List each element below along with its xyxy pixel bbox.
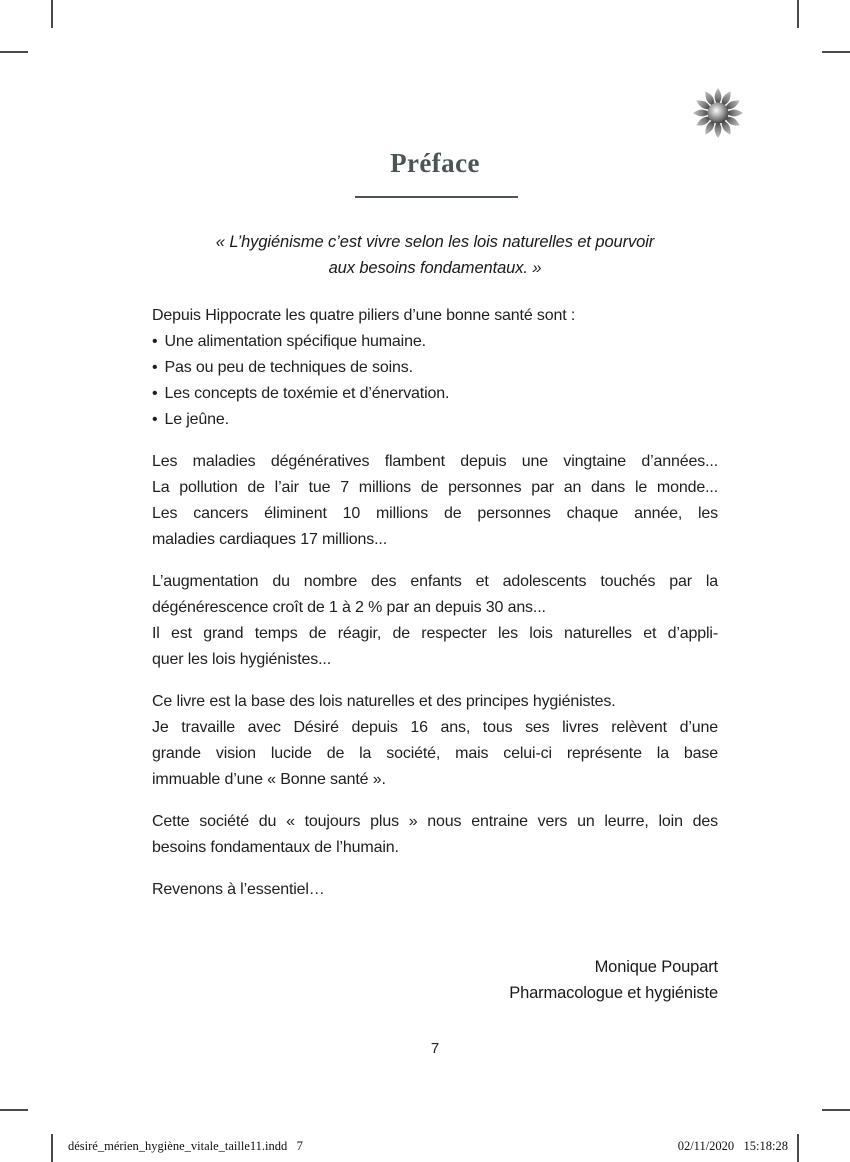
- list-item: [152, 329, 718, 355]
- crop-mark-top-left-horizontal: [0, 51, 28, 53]
- body-line: Je travaille avec Désiré depuis 16 ans, tous ses livres relèvent d’une: [152, 719, 718, 736]
- paragraph-pillars: [152, 303, 718, 433]
- page-number: 7: [430, 1040, 440, 1057]
- bullet-icon: •: [152, 385, 158, 402]
- list-item: [152, 407, 718, 433]
- title-underline: [355, 196, 518, 198]
- list-item: [152, 355, 718, 381]
- crop-mark-top-right-horizontal: [822, 51, 850, 53]
- epigraph-quote: [152, 229, 718, 281]
- body-line: L’augmentation du nombre des enfants et adolescents touchés par la: [152, 573, 718, 590]
- body-line: La pollution de l’air tue 7 millions de personnes par an dans le monde...: [152, 479, 718, 496]
- list-item-text: Le jeûne.: [164, 411, 229, 428]
- body-line: Cette société du « toujours plus » nous entraine vers un leurre, loin des: [152, 813, 718, 830]
- slug-timestamp: 02/11/2020 15:18:28: [677, 1139, 788, 1153]
- paragraph-book: [152, 689, 718, 793]
- list-item-text: Une alimentation spécifique humaine.: [164, 333, 426, 350]
- body-line: maladies cardiaques 17 millions...: [152, 531, 388, 548]
- bullet-icon: •: [152, 411, 158, 428]
- list-item-text: Les concepts de toxémie et d’énervation.: [164, 385, 450, 402]
- bullet-icon: •: [152, 359, 158, 376]
- flower-icon: [691, 86, 745, 140]
- crop-mark-bottom-left-horizontal: [0, 1109, 28, 1111]
- body-text: [152, 303, 718, 919]
- body-line: immuable d’une « Bonne santé ».: [152, 771, 386, 788]
- print-slug: [68, 1139, 788, 1154]
- body-line: Les maladies dégénératives flambent depuis une vingtaine d’années...: [152, 453, 718, 470]
- paragraph-diseases: [152, 449, 718, 553]
- body-line: Il est grand temps de réagir, de respecter les lois naturelles et d’appli-: [152, 625, 718, 642]
- signature-name: Monique Poupart: [594, 958, 718, 976]
- body-line: Ce livre est la base des lois naturelles et des principes hygiénistes.: [152, 693, 616, 710]
- crop-mark-top-left-vertical: [51, 0, 53, 28]
- page-title: Préface: [390, 148, 480, 178]
- signature-role: Pharmacologue et hygiéniste: [509, 984, 718, 1002]
- list-item: [152, 381, 718, 407]
- crop-mark-bottom-right-vertical: [797, 1134, 799, 1162]
- epigraph-line: aux besoins fondamentaux. »: [328, 259, 542, 277]
- slug-filename: désiré_mérien_hygiène_vitale_taille11.indd 7: [68, 1139, 303, 1153]
- paragraph-closing: [152, 877, 718, 903]
- crop-mark-bottom-right-horizontal: [822, 1109, 850, 1111]
- body-line: Les cancers éliminent 10 millions de personnes chaque année, les: [152, 505, 718, 522]
- paragraph-society: [152, 809, 718, 861]
- epigraph-line: « L’hygiénisme c’est vivre selon les lois naturelles et pourvoir: [215, 233, 655, 251]
- body-line: Revenons à l’essentiel…: [152, 881, 325, 898]
- intro-line: Depuis Hippocrate les quatre piliers d’une bonne santé sont :: [152, 307, 576, 324]
- bullet-icon: •: [152, 333, 158, 350]
- list-item-text: Pas ou peu de techniques de soins.: [164, 359, 413, 376]
- body-line: grande vision lucide de la société, mais celui-ci représente la base: [152, 745, 718, 762]
- body-line: besoins fondamentaux de l’humain.: [152, 839, 399, 856]
- body-line: dégénérescence croît de 1 à 2 % par an depuis 30 ans...: [152, 599, 546, 616]
- crop-mark-bottom-left-vertical: [51, 1134, 53, 1162]
- body-line: quer les lois hygiénistes...: [152, 651, 332, 668]
- signature-block: [152, 954, 718, 1006]
- paragraph-degenerescence: [152, 569, 718, 673]
- crop-mark-top-right-vertical: [797, 0, 799, 28]
